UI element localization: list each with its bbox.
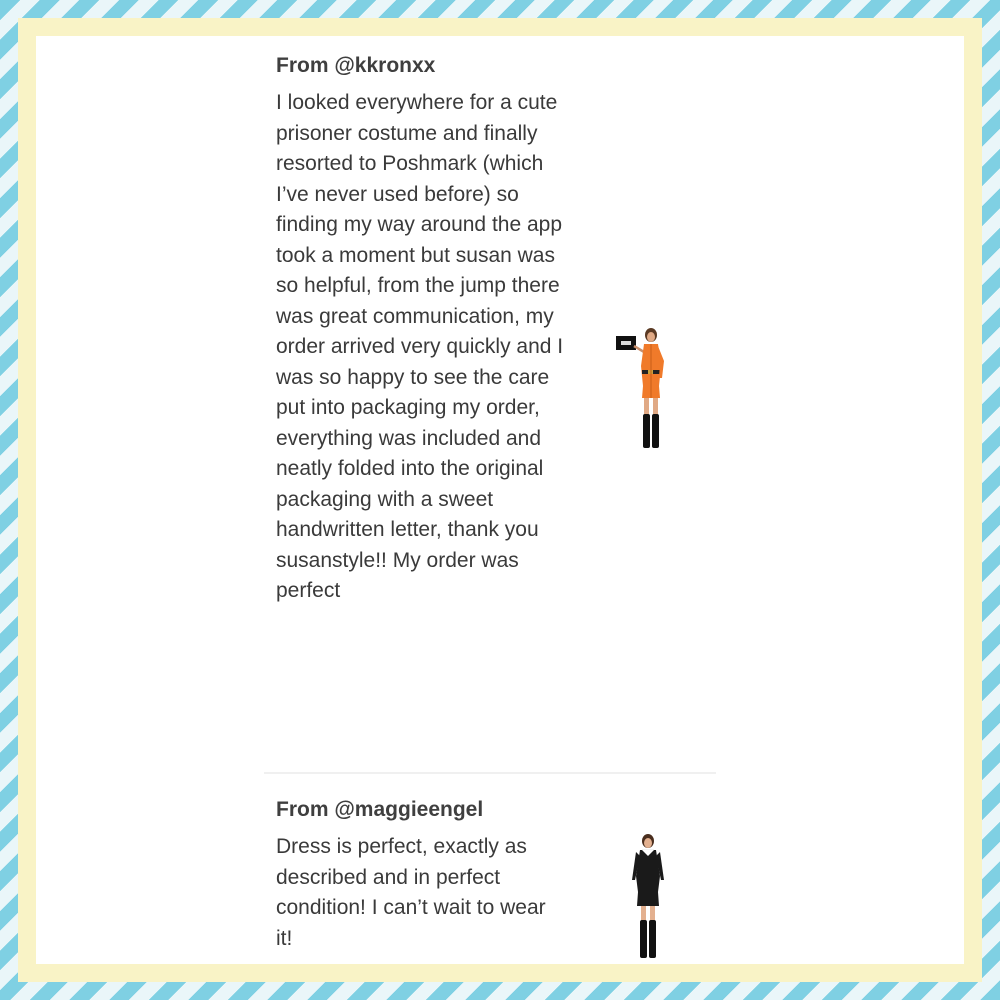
review-text: I looked everywhere for a cute prisoner costume and finally resorted to Poshmark (which I’ve never used before) so finding my way around the app took a moment but susan was so helpful, from the jump there was great communication, my order arrived very quickly and I was so happy to see the care put into packaging my order, everything was included and neatly folded into the original packaging with a sweet handwritten letter, thank you susanstyle!! My order was perfect: [276, 91, 564, 602]
review-author[interactable]: From @kkronxx: [276, 54, 436, 77]
review-author[interactable]: From @maggieengel: [276, 798, 484, 821]
reviews-panel: [36, 36, 964, 964]
listing-thumbnail-black-dress[interactable]: [622, 832, 674, 962]
review-divider: [264, 772, 716, 774]
listing-thumbnail-prisoner-costume[interactable]: [614, 326, 714, 456]
review-text: Dress is perfect, exactly as described and in perfect condition! I can’t wait to wear it!: [276, 835, 546, 950]
